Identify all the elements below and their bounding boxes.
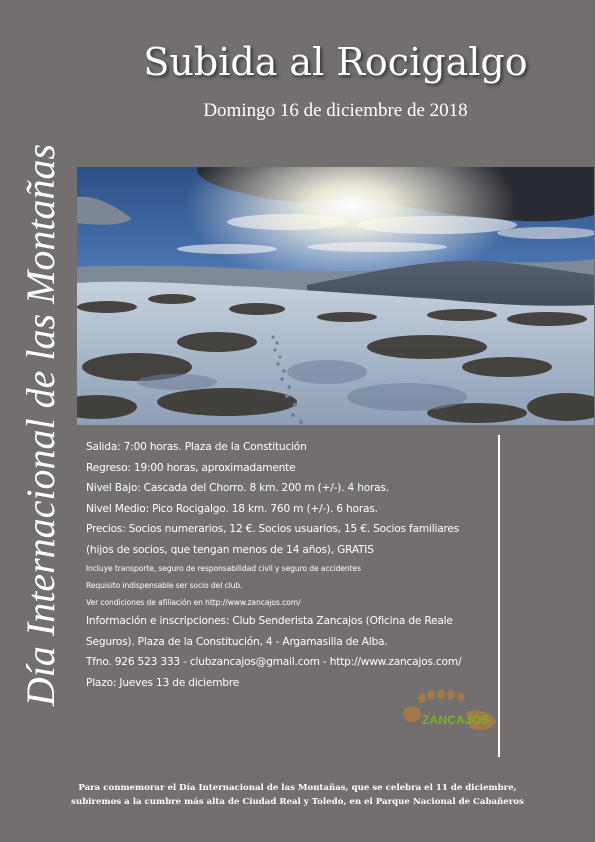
registration-line-2: Seguros). Plaza de la Constitución, 4 - Argamasilla de Alba. xyxy=(86,635,388,648)
mountain-photo xyxy=(77,167,594,425)
contact-info: Tfno. 926 523 333 - clubzancajos@gmail.com - http://www.zancajos.com/ xyxy=(86,656,462,668)
event-date: Domingo 16 de diciembre de 2018 xyxy=(203,100,468,121)
affiliation-note: Ver condiciones de afiliación en http://www.zancajos.com/ xyxy=(86,598,301,607)
registration-line-1: Información e inscripciones: Club Senderista Zancajos (Oficina de Reale xyxy=(86,615,453,627)
includes-note: Incluye transporte, seguro de responsabilidad civil y seguro de accidentes xyxy=(86,564,361,573)
requirement-note: Requisito indispensable ser socio del club. xyxy=(86,581,243,590)
return-info: Regreso: 19:00 horas, aproximadamente xyxy=(86,461,296,474)
low-level-info: Nivel Bajo: Cascada del Chorro. 8 km. 200 m (+/-). 4 horas. xyxy=(86,482,389,494)
zancajos-footprint-icon xyxy=(400,688,506,734)
medium-level-info: Nivel Medio: Pico Rocigalgo. 18 km. 760 m (+/-). 6 horas. xyxy=(86,502,378,515)
footer-line-1: Para conmemorar el Día Internacional de las Montañas, que se celebra el 11 de diciembre, xyxy=(78,783,517,793)
deadline-info: Plazo: Jueves 13 de diciembre xyxy=(86,676,240,689)
side-title: Día Internacional de las Montañas xyxy=(18,143,63,707)
prices-line-2: (hijos de socios, que tengan menos de 14 años), GRATIS xyxy=(86,543,374,556)
footer-line-2: subiremos a la cumbre más alta de Ciudad Real y Toledo, en el Parque Nacional de Cabañeros xyxy=(71,797,524,807)
club-logo: ZANCAJOS xyxy=(422,713,490,727)
departure-info: Salida: 7:00 horas. Plaza de la Constitución xyxy=(86,441,307,453)
event-info xyxy=(86,437,486,693)
footer-note xyxy=(0,781,595,809)
page-title: Subida al Rocigalgo xyxy=(143,40,528,84)
prices-line-1: Precios: Socios numerarios, 12 €. Socios usuarios, 15 €. Socios familiares xyxy=(86,523,460,535)
